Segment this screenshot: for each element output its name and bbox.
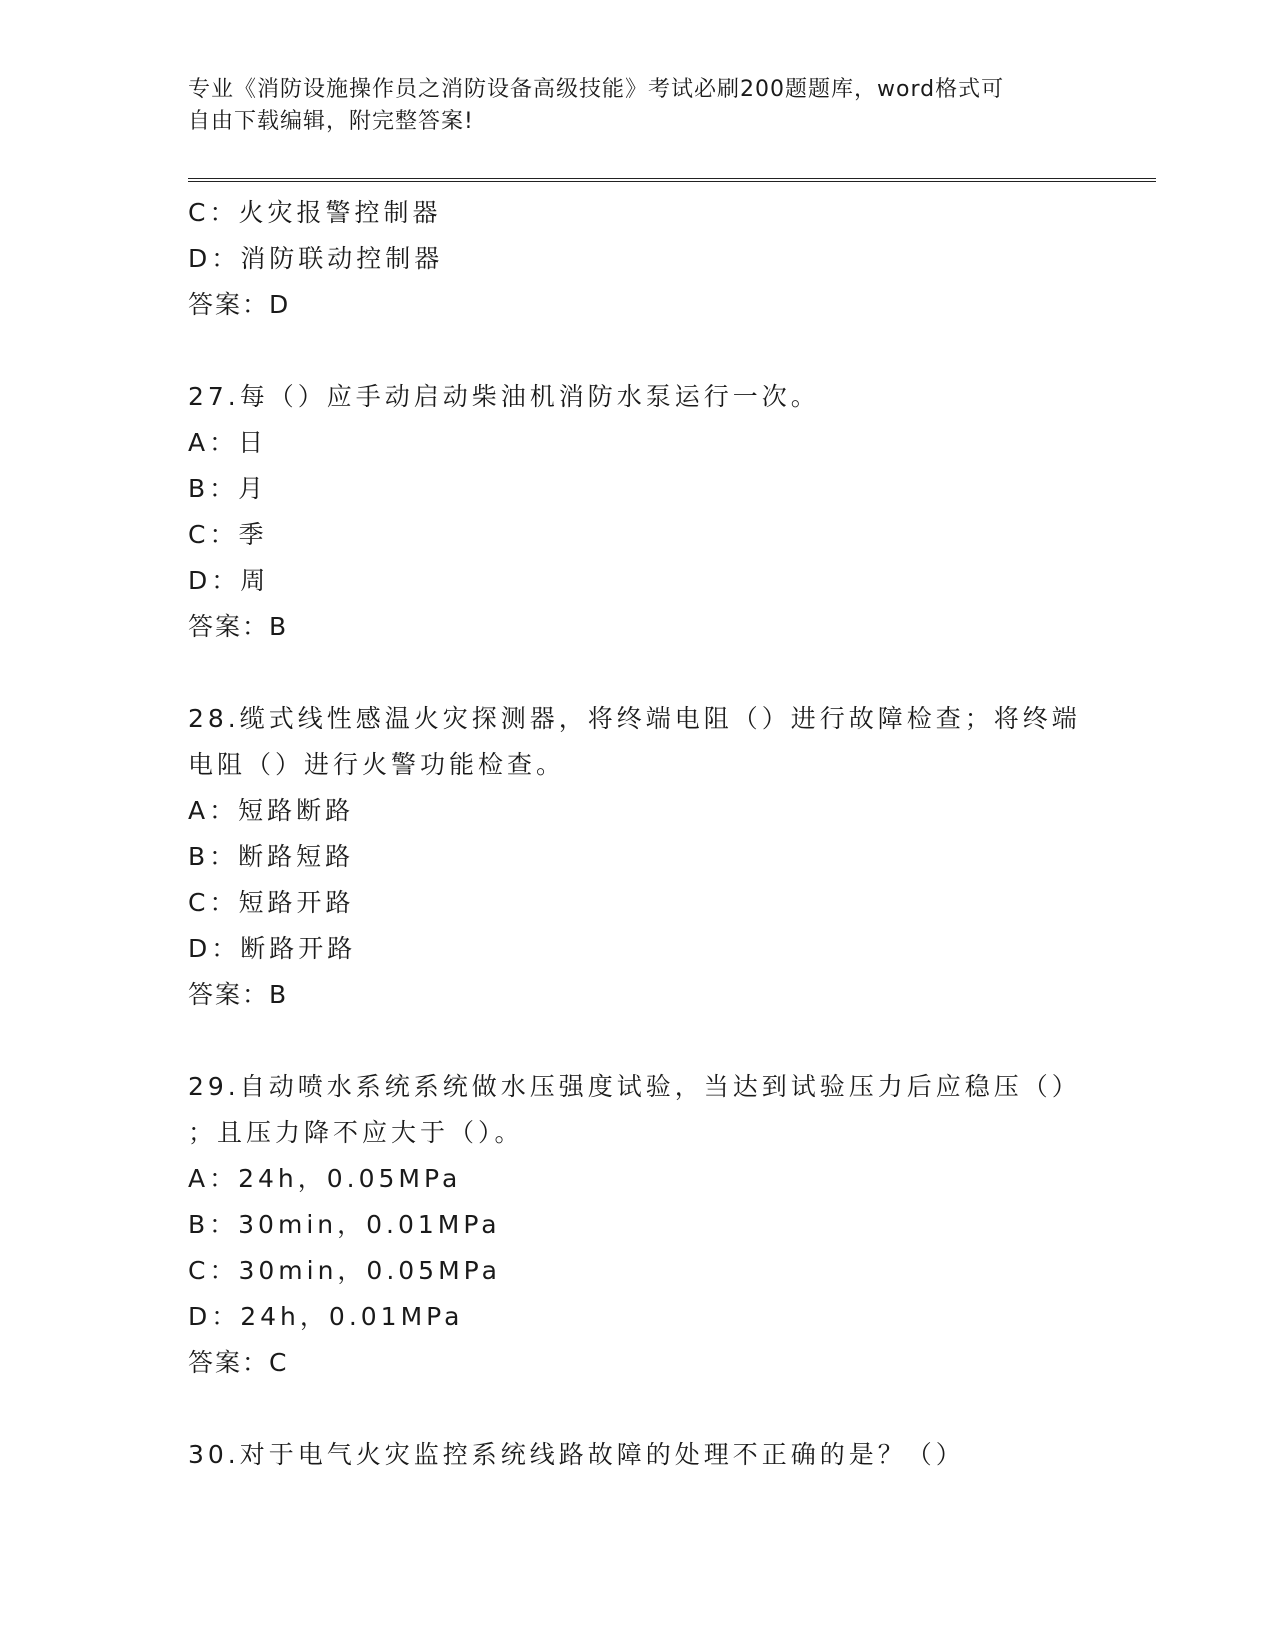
- option-b: B：30min，0.01MPa: [188, 1210, 501, 1239]
- answer-line: 答案：D: [188, 290, 291, 319]
- question-30: [188, 1432, 1088, 1478]
- question-stem: 30.对于电气火灾监控系统线路故障的处理不正确的是？（）: [188, 1440, 965, 1469]
- question-stem-line-2: ；且压力降不应大于（）。: [188, 1118, 524, 1147]
- option-d: D：24h，0.01MPa: [188, 1302, 464, 1331]
- spacer: [188, 1018, 1088, 1064]
- header-line-2: 自由下载编辑，附完整答案!: [188, 109, 474, 134]
- question-stem-line-1: 29.自动喷水系统系统做水压强度试验，当达到试验压力后应稳压（）: [188, 1072, 1081, 1101]
- spacer: [188, 1386, 1088, 1432]
- option-c: C：短路开路: [188, 888, 355, 917]
- page-header: [188, 74, 1068, 138]
- answer-line: 答案：B: [188, 980, 289, 1009]
- option-a: A：短路断路: [188, 796, 355, 825]
- question-stem-line-2: 电阻（）进行火警功能检查。: [188, 750, 566, 779]
- question-29: [188, 1064, 1088, 1386]
- option-d: D：消防联动控制器: [188, 244, 444, 273]
- spacer: [188, 328, 1088, 374]
- question-26-tail: [188, 190, 1088, 328]
- option-b: B：月: [188, 474, 268, 503]
- option-c: C：30min，0.05MPa: [188, 1256, 501, 1285]
- option-a: A：24h，0.05MPa: [188, 1164, 462, 1193]
- option-b: B：断路短路: [188, 842, 355, 871]
- question-stem-line-1: 28.缆式线性感温火灾探测器，将终端电阻（）进行故障检查；将终端: [188, 704, 1081, 733]
- option-d: D：断路开路: [188, 934, 357, 963]
- question-stem: 27.每（）应手动启动柴油机消防水泵运行一次。: [188, 382, 820, 411]
- header-divider: [188, 178, 1156, 182]
- spacer: [188, 650, 1088, 696]
- option-c: C：火灾报警控制器: [188, 198, 442, 227]
- question-27: [188, 374, 1088, 650]
- answer-line: 答案：C: [188, 1348, 289, 1377]
- option-a: A：日: [188, 428, 268, 457]
- option-d: D：周: [188, 566, 270, 595]
- question-28: [188, 696, 1088, 1018]
- option-c: C：季: [188, 520, 268, 549]
- question-list: [188, 190, 1088, 1478]
- answer-line: 答案：B: [188, 612, 289, 641]
- header-line-1: 专业《消防设施操作员之消防设备高级技能》考试必刷200题题库，word格式可: [188, 77, 1005, 102]
